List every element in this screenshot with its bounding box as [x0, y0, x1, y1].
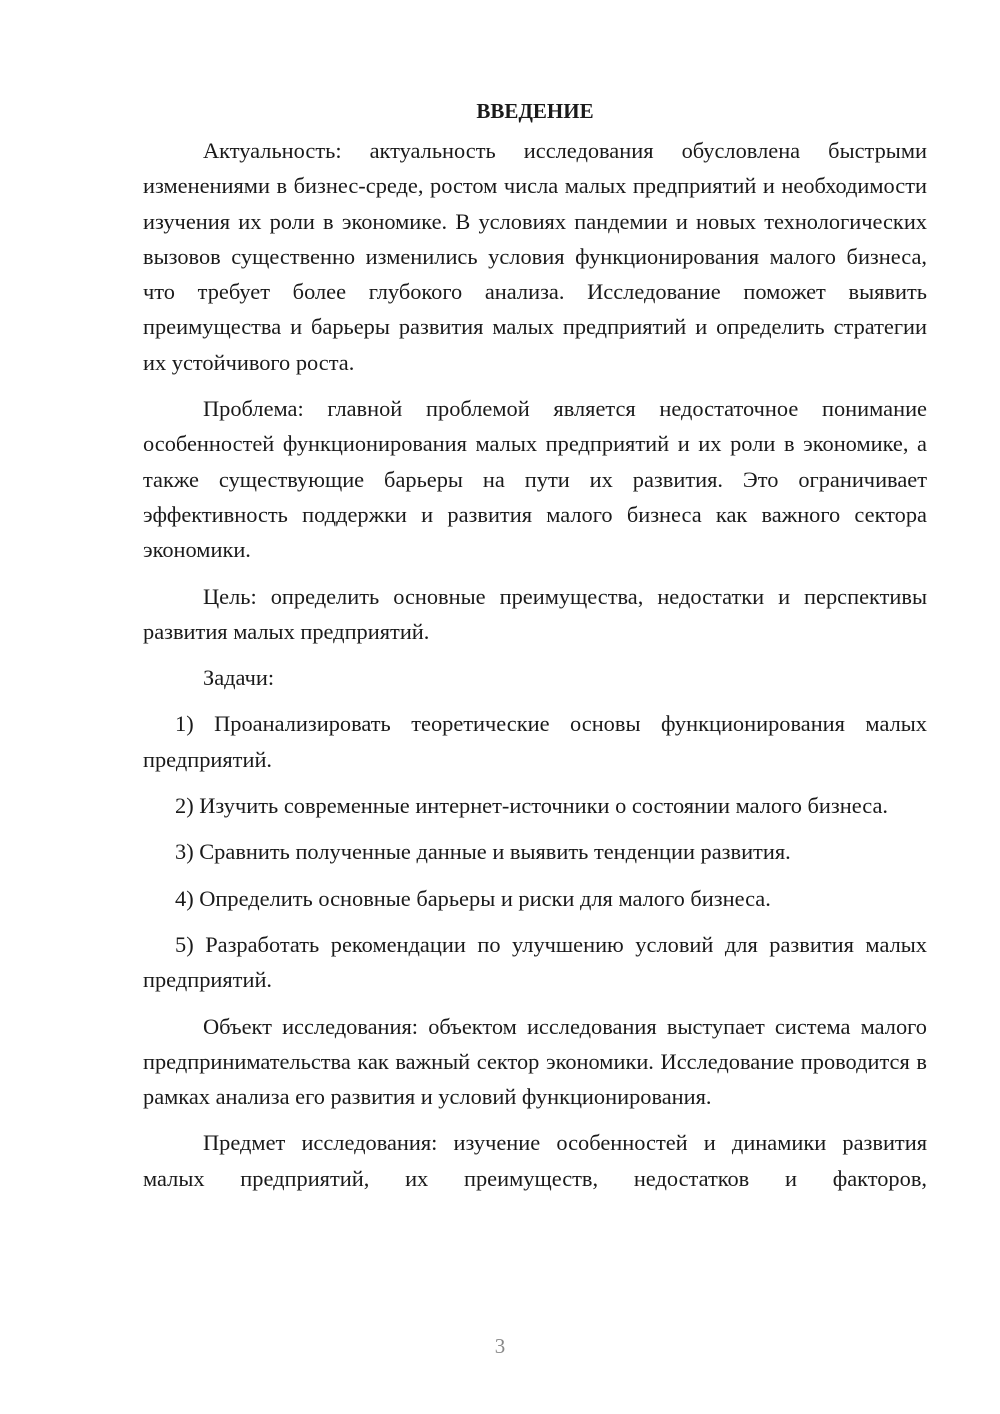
task-item: 1) Проанализировать теоретические основы функционирования малых предприятий. — [143, 711, 927, 772]
task-item: 4) Определить основные барьеры и риски для малого бизнеса. — [175, 885, 771, 911]
page-content — [143, 96, 927, 1207]
paragraph-goal: Цель: определить основные преимущества, недостатки и перспективы развития малых предприятий. — [143, 583, 927, 644]
paragraph-object: Объект исследования: объектом исследования выступает система малого предпринимательства как важный сектор экономики. Исследование проводится в рамках анализа его развития и условий функционирования. — [143, 1013, 927, 1110]
section-title: ВВЕДЕНИЕ — [476, 99, 594, 123]
page-number: 3 — [494, 1334, 506, 1358]
task-item: 3) Сравнить полученные данные и выявить тенденции развития. — [175, 839, 791, 865]
paragraph-problem: Проблема: главной проблемой является недостаточное понимание особенностей функционирования малых предприятий и их роли в экономике, а также существующие барьеры на пути их развития. Это ограничивает эффективность поддержки и развития малого бизнеса как важного сектора экономики. — [143, 396, 927, 563]
paragraph-subject: Предмет исследования: изучение особенностей и динамики развития малых предприятий, их преимуществ, недостатков и факторов, — [143, 1130, 927, 1191]
paragraph-relevance: Актуальность: актуальность исследования обусловлена быстрыми изменениями в бизнес-среде, ростом числа малых предприятий и необходимости изучения их роли в экономике. В условиях пандемии и новых технологических вызовов существенно изменились условия функционирования малого бизнеса, что требует более глубокого анализа. Исследование поможет выявить преимущества и барьеры развития малых предприятий и определить стратегии их устойчивого роста. — [143, 138, 927, 375]
task-item: 5) Разработать рекомендации по улучшению условий для развития малых предприятий. — [143, 931, 927, 993]
task-item: 2) Изучить современные интернет-источники о состоянии малого бизнеса. — [175, 793, 888, 819]
paragraph-tasks-heading: Задачи: — [203, 665, 275, 691]
